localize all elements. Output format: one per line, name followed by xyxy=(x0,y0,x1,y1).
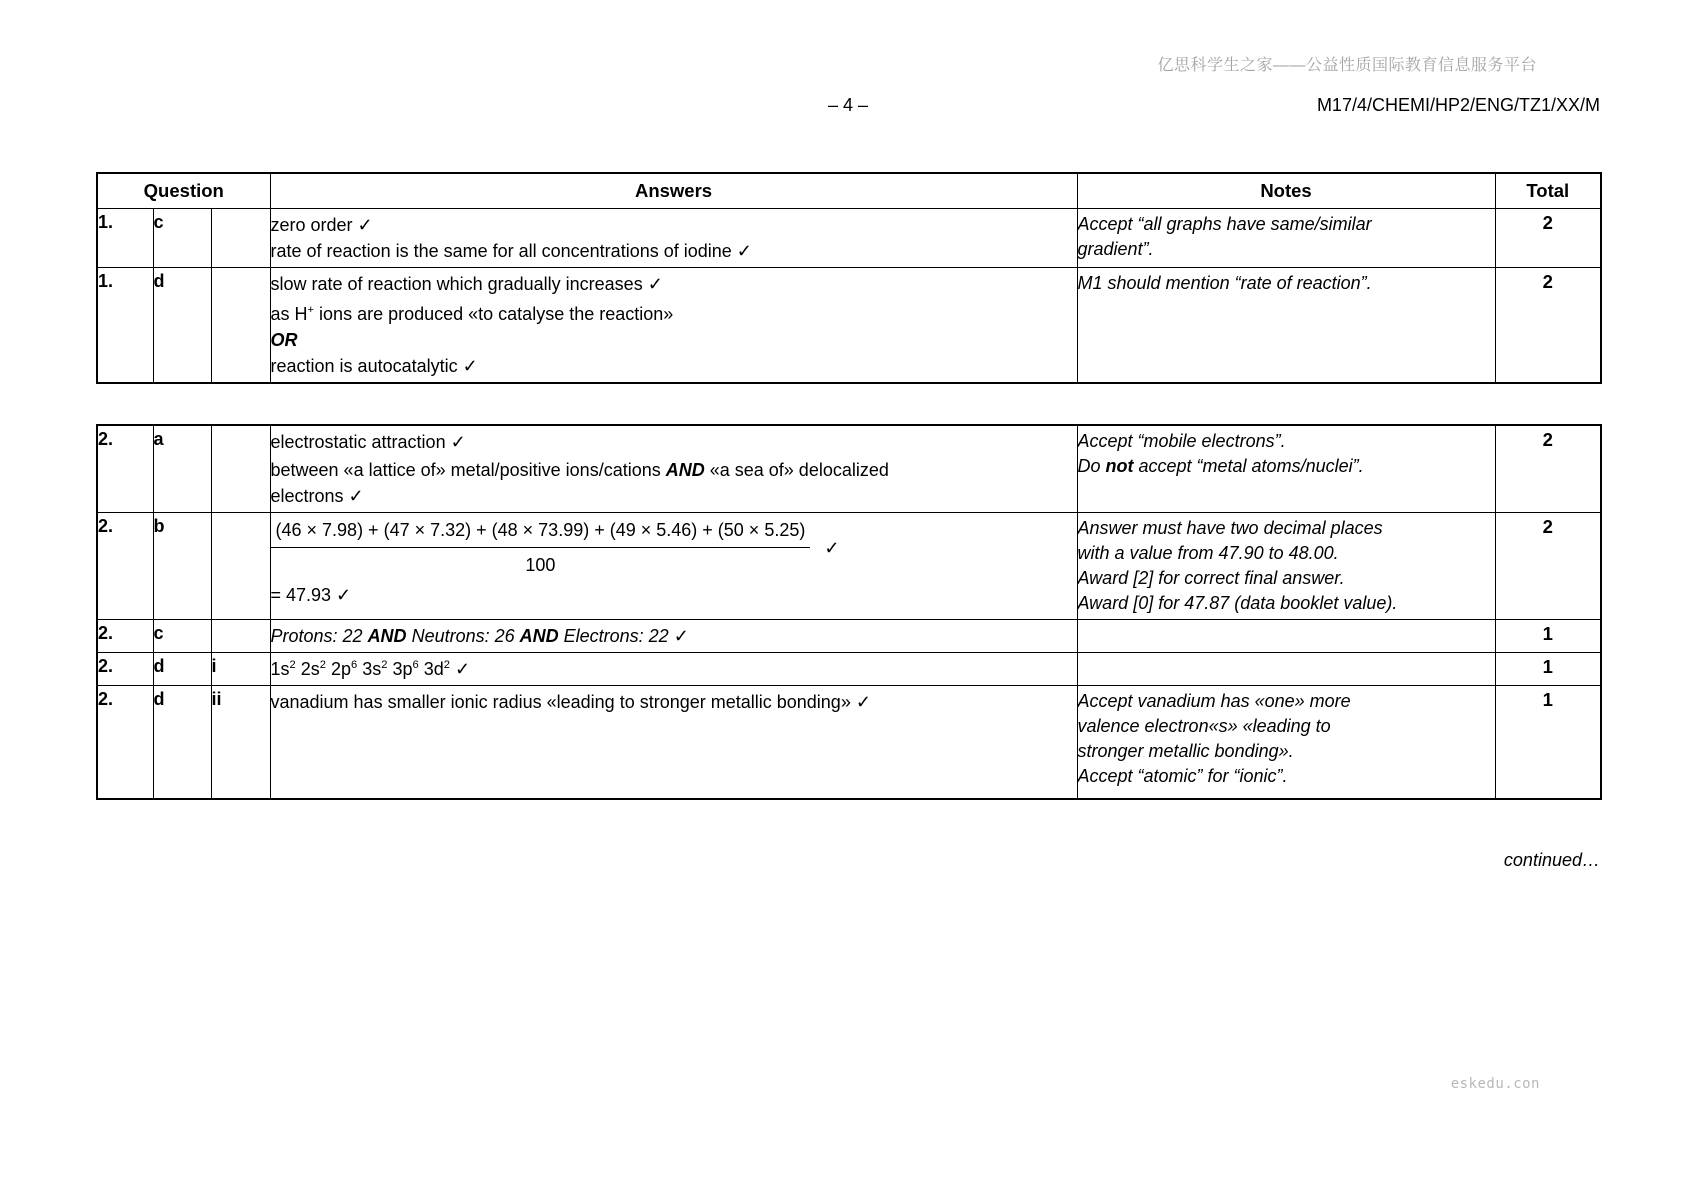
answers-cell xyxy=(270,425,1077,513)
note-line: Accept “atomic” for “ionic”. xyxy=(1077,766,1288,786)
notes-cell xyxy=(1077,620,1495,653)
document-code: M17/4/CHEMI/HP2/ENG/TZ1/XX/M xyxy=(1316,95,1600,115)
question-subpart: i xyxy=(211,653,270,686)
answer-line: zero order ✓ xyxy=(270,214,373,235)
page-header xyxy=(96,95,1600,121)
question-subpart xyxy=(211,425,270,513)
table-row-2a xyxy=(97,425,1601,513)
answer-result: = 47.93 ✓ xyxy=(270,585,352,605)
notes-cell xyxy=(1077,513,1495,620)
notes-cell xyxy=(1077,653,1495,686)
table-row-1c xyxy=(97,208,1601,267)
answer-line: $1s^2$ $2s^2$ $2p^6$ $3s^2$ $3p^6$ $3d^2$ ✓ xyxy=(270,659,471,679)
note-line: Accept “all graphs have same/similar xyxy=(1077,213,1372,234)
question-letter: d xyxy=(153,653,211,686)
total-cell: 1 xyxy=(1495,653,1601,686)
question-subpart: ii xyxy=(211,686,270,799)
note-line: valence electron«s» «leading to xyxy=(1077,716,1331,736)
answers-cell xyxy=(270,513,1077,620)
note-line: Answer must have two decimal places xyxy=(1077,518,1383,538)
question-letter: c xyxy=(153,208,211,267)
fraction-numerator: (46 × 7.98) + (47 × 7.32) + (48 × 73.99) + (49 × 5.46) + (50 × 5.25) xyxy=(271,518,811,548)
answers-cell xyxy=(270,208,1077,267)
total-cell: 2 xyxy=(1495,425,1601,513)
total-cell: 2 xyxy=(1495,513,1601,620)
question-number: 2. xyxy=(97,620,153,653)
total-cell: 2 xyxy=(1495,208,1601,267)
question-subpart xyxy=(211,513,270,620)
table-row-1d xyxy=(97,267,1601,383)
question-number: 2. xyxy=(97,686,153,799)
table-row-2d-ii xyxy=(97,686,1601,799)
question-subpart xyxy=(211,267,270,383)
answers-cell xyxy=(270,686,1077,799)
question-subpart xyxy=(211,620,270,653)
col-header-answers: Answers xyxy=(270,173,1077,208)
continued-label: continued… xyxy=(1503,850,1600,870)
answer-line: slow rate of reaction which gradually increases ✓ xyxy=(270,273,663,294)
answer-line: between «a lattice of» metal/positive ions/cations AND «a sea of» delocalized xyxy=(270,460,889,480)
table-row-2b xyxy=(97,513,1601,620)
question-number: 1. xyxy=(97,208,153,267)
question-number: 2. xyxy=(97,425,153,513)
question-number: 2. xyxy=(97,513,153,620)
fraction xyxy=(271,518,811,577)
table-header-row xyxy=(97,173,1601,208)
answers-cell xyxy=(270,653,1077,686)
answer-line: Protons: 22 AND Neutrons: 26 AND Electrons: 22 ✓ xyxy=(270,626,689,646)
note-line: Accept vanadium has «one» more xyxy=(1077,691,1351,711)
question-number: 2. xyxy=(97,653,153,686)
total-cell: 1 xyxy=(1495,686,1601,799)
question-letter: b xyxy=(153,513,211,620)
note-line: M1 should mention “rate of reaction”. xyxy=(1077,272,1372,293)
answers-cell xyxy=(270,267,1077,383)
fraction-denominator: 100 xyxy=(525,555,556,575)
answer-line: vanadium has smaller ionic radius «leading to stronger metallic bonding» ✓ xyxy=(270,692,871,712)
checkmark: ✓ xyxy=(824,537,840,558)
fraction-expression xyxy=(271,518,1077,577)
col-header-total: Total xyxy=(1495,173,1601,208)
col-header-notes: Notes xyxy=(1077,173,1495,208)
question-letter: d xyxy=(153,267,211,383)
question-letter: d xyxy=(153,686,211,799)
answer-line: rate of reaction is the same for all concentrations of iodine ✓ xyxy=(270,240,752,261)
site-watermark: eskedu.con xyxy=(1450,1076,1540,1092)
note-line: stronger metallic bonding». xyxy=(1077,741,1294,761)
note-line: with a value from 47.90 to 48.00. xyxy=(1077,543,1339,563)
markscheme-table-question-2 xyxy=(96,424,1602,800)
markscheme-table-question-1 xyxy=(96,172,1602,384)
table-row-2d-i xyxy=(97,653,1601,686)
question-number: 1. xyxy=(97,267,153,383)
answer-line-or: OR xyxy=(270,329,298,350)
notes-cell xyxy=(1077,267,1495,383)
answer-line: electrostatic attraction ✓ xyxy=(270,432,466,452)
notes-cell xyxy=(1077,425,1495,513)
total-cell: 1 xyxy=(1495,620,1601,653)
notes-cell xyxy=(1077,686,1495,799)
note-line: Accept “mobile electrons”. xyxy=(1077,431,1286,451)
answer-line: reaction is autocatalytic ✓ xyxy=(270,355,478,376)
col-header-question: Question xyxy=(97,173,270,208)
total-cell: 2 xyxy=(1495,267,1601,383)
answers-cell xyxy=(270,620,1077,653)
table-row-2c xyxy=(97,620,1601,653)
answer-line: as H+ ions are produced «to catalyse the reaction» xyxy=(270,303,674,324)
page-number: – 4 – xyxy=(827,95,869,115)
note-line: Do not accept “metal atoms/nuclei”. xyxy=(1077,456,1364,476)
note-line: Award [2] for correct final answer. xyxy=(1077,568,1345,588)
note-line: Award [0] for 47.87 (data booklet value). xyxy=(1077,593,1398,613)
note-line: gradient”. xyxy=(1077,238,1154,259)
answer-line: electrons ✓ xyxy=(270,486,364,506)
question-letter: c xyxy=(153,620,211,653)
notes-cell xyxy=(1077,208,1495,267)
question-subpart xyxy=(211,208,270,267)
question-letter: a xyxy=(153,425,211,513)
cn-watermark-text: 亿思科学生之家——公益性质国际教育信息服务平台 xyxy=(1157,57,1537,74)
